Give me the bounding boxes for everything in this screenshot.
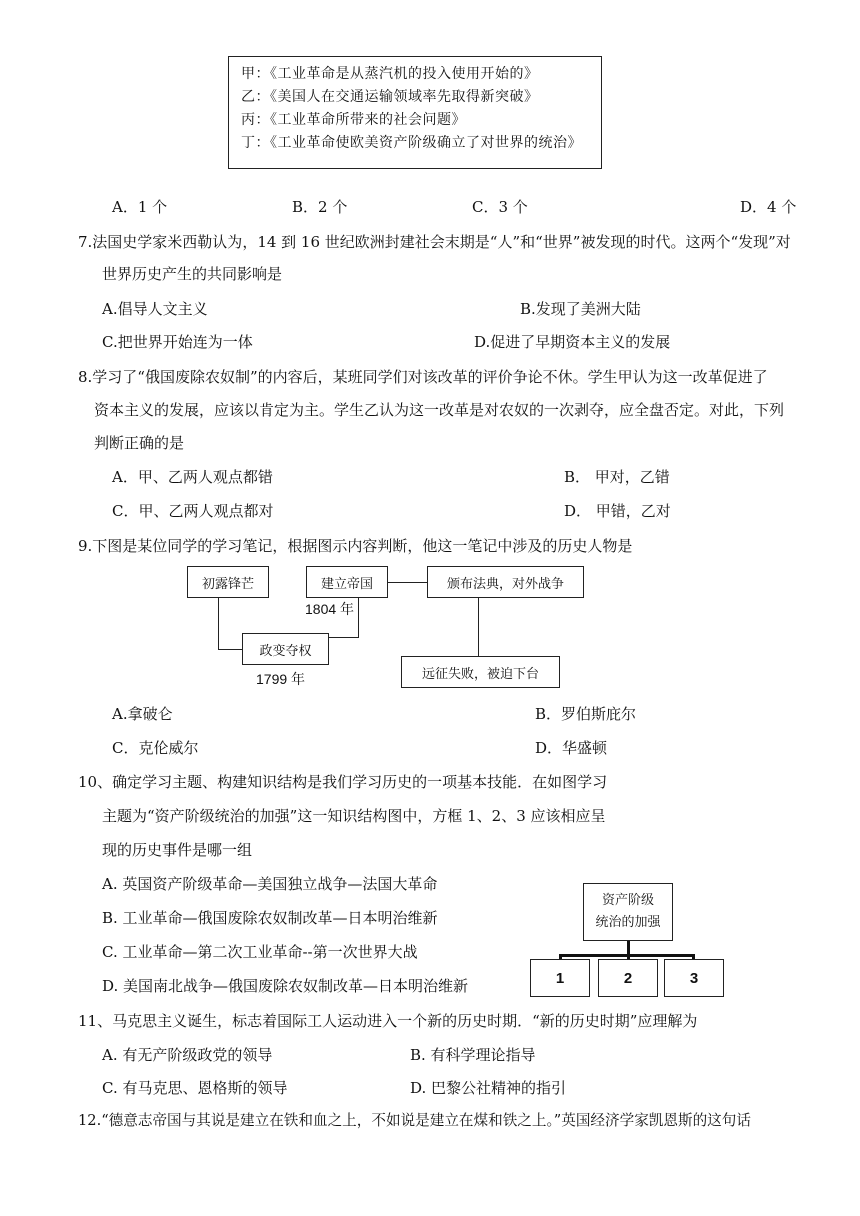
q7-stem: 7.法国史学家米西勒认为，14 到 16 世纪欧洲封建社会末期是“人”和“世界”被发现的时代。这两个“发现”对	[78, 233, 791, 251]
connector-line	[358, 598, 359, 638]
q9-stem: 9.下图是某位同学的学习笔记，根据图示内容判断，他这一笔记中涉及的历史人物是	[78, 537, 633, 555]
q9-option-d[interactable]: D．华盛顿	[535, 739, 608, 757]
diagram-box-defeat: 远征失败，被迫下台	[401, 656, 560, 688]
q6-option-b[interactable]: B．2 个	[292, 198, 348, 216]
diagram-box-early: 初露锋芒	[187, 566, 269, 598]
q6-option-a[interactable]: A．1 个	[112, 198, 168, 216]
q10-stem-cont2: 现的历史事件是哪一组	[102, 841, 253, 859]
q9-option-b[interactable]: B．罗伯斯庇尔	[535, 705, 637, 723]
quote-line-bing: 丙：《工业革命所带来的社会问题》	[241, 112, 466, 128]
connector-line	[329, 637, 359, 638]
structure-box-3: 3	[664, 959, 724, 997]
structure-box-1: 1	[530, 959, 590, 997]
q11-option-d[interactable]: D. 巴黎公社精神的指引	[410, 1079, 567, 1097]
q7-option-a[interactable]: A.倡导人文主义	[102, 300, 208, 318]
connector-line	[388, 582, 427, 583]
q8-option-c[interactable]: C．甲、乙两人观点都对	[112, 502, 274, 520]
year-label-1799: 1799 年	[256, 671, 306, 687]
q10-option-b[interactable]: B. 工业革命—俄国废除农奴制改革—日本明治维新	[102, 909, 438, 927]
quote-line-jia: 甲：《工业革命是从蒸汽机的投入使用开始的》	[241, 66, 539, 82]
q8-option-b[interactable]: B． 甲对，乙错	[564, 468, 670, 486]
connector-line	[478, 598, 479, 656]
q8-stem-cont: 资本主义的发展，应该以肯定为主。学生乙认为这一改革是对农奴的一次剥夺，应全盘否定。对此，下列	[94, 401, 785, 419]
q11-option-c[interactable]: C. 有马克思、恩格斯的领导	[102, 1079, 288, 1097]
q10-option-d[interactable]: D. 美国南北战争—俄国废除农奴制改革—日本明治维新	[102, 977, 469, 995]
q8-stem-cont2: 判断正确的是	[94, 434, 185, 452]
quote-line-ding: 丁：《工业革命使欧美资产阶级确立了对世界的统治》	[241, 135, 582, 151]
diagram-box-code-war: 颁布法典，对外战争	[427, 566, 584, 598]
diagram-top-line1: 资产阶级	[601, 893, 654, 908]
year-label-1804: 1804 年	[305, 601, 355, 617]
q7-option-b[interactable]: B.发现了美洲大陆	[520, 300, 641, 318]
q7-option-c[interactable]: C.把世界开始连为一体	[102, 333, 253, 351]
q6-option-d[interactable]: D．4 个	[740, 198, 797, 216]
diagram-box-coup: 政变夺权	[242, 633, 329, 665]
q7-option-d[interactable]: D.促进了早期资本主义的发展	[474, 333, 671, 351]
q10-stem-cont: 主题为“资产阶级统治的加强”这一知识结构图中，方框 1、2、3 应该相应呈	[102, 807, 606, 825]
q11-stem: 11、马克思主义诞生，标志着国际工人运动进入一个新的历史时期．“新的历史时期”应理解为	[78, 1012, 698, 1030]
diagram-top-box	[583, 883, 673, 941]
q8-stem: 8.学习了“俄国废除农奴制”的内容后，某班同学们对该改革的评价争论不休。学生甲认为这一改革促进了	[78, 368, 768, 386]
diagram-box-empire: 建立帝国	[306, 566, 388, 598]
q6-option-c[interactable]: C．3 个	[472, 198, 528, 216]
q7-stem-cont: 世界历史产生的共同影响是	[102, 265, 283, 283]
quote-line-yi: 乙：《美国人在交通运输领域率先取得新突破》	[241, 89, 539, 105]
q8-option-d[interactable]: D． 甲错，乙对	[564, 502, 671, 520]
q9-option-a[interactable]: A.拿破仑	[112, 705, 173, 723]
q11-option-a[interactable]: A. 有无产阶级政党的领导	[102, 1046, 273, 1064]
q11-option-b[interactable]: B. 有科学理论指导	[410, 1046, 536, 1064]
diagram-top-line2: 统治的加强	[595, 915, 661, 930]
q10-option-c[interactable]: C. 工业革命—第二次工业革命--第一次世界大战	[102, 943, 418, 961]
connector-line	[218, 649, 243, 650]
quote-box	[228, 56, 602, 169]
structure-box-2: 2	[598, 959, 658, 997]
q12-stem: 12.“德意志帝国与其说是建立在铁和血之上，不如说是建立在煤和铁之上。”英国经济学家凯恩斯的这句话	[78, 1112, 751, 1129]
q10-stem: 10、确定学习主题、构建知识结构是我们学习历史的一项基本技能．在如图学习	[78, 773, 608, 791]
connector-line	[218, 598, 219, 650]
q8-option-a[interactable]: A．甲、乙两人观点都错	[112, 468, 273, 486]
q10-option-a[interactable]: A. 英国资产阶级革命—美国独立战争—法国大革命	[102, 875, 438, 893]
q9-option-c[interactable]: C．克伦威尔	[112, 739, 199, 757]
